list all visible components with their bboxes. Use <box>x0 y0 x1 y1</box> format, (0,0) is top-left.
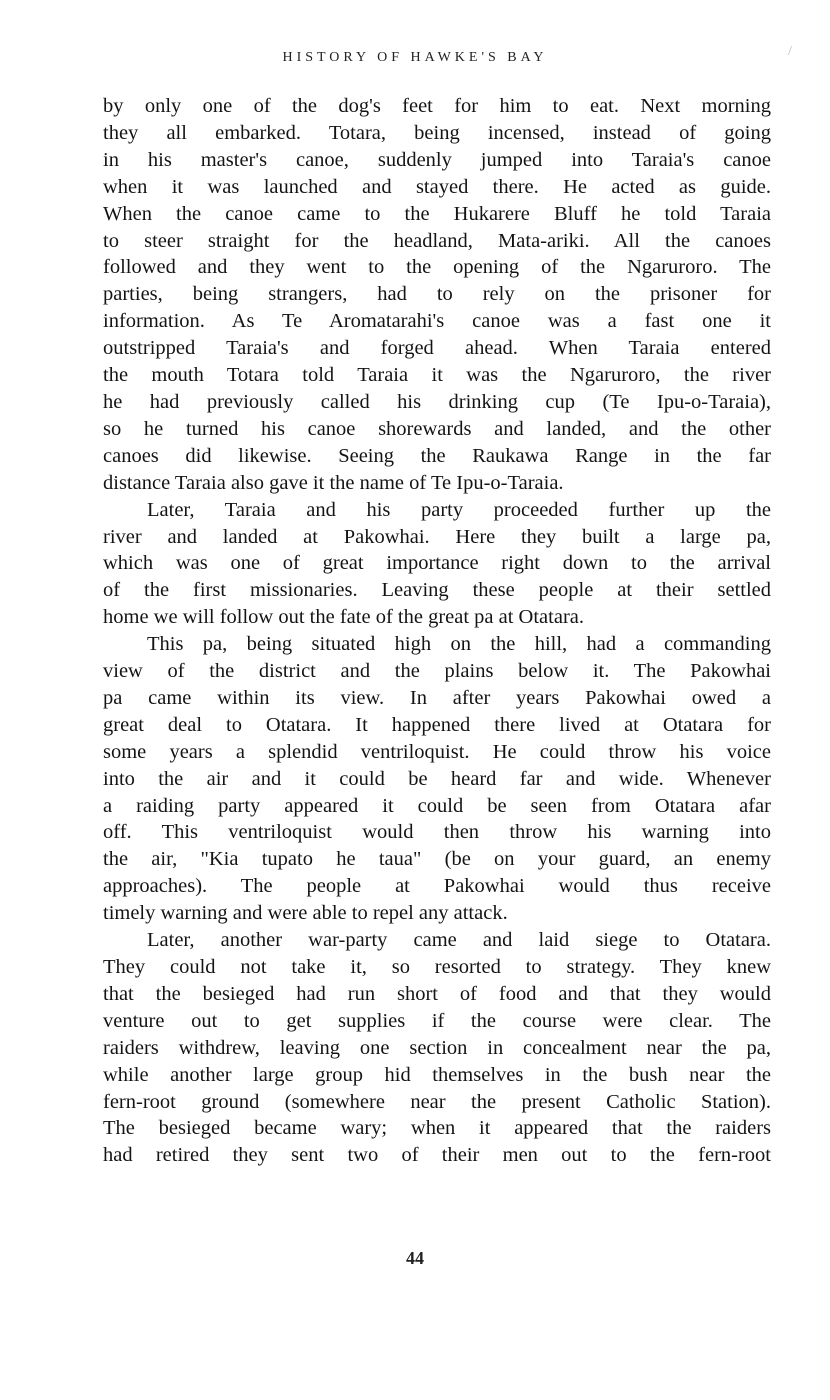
text-line: Later, Taraia and his party proceeded further up the <box>147 498 771 521</box>
text-line: view of the district and the plains below it. The Pakowhai <box>103 660 771 683</box>
text-line: This pa, being situated high on the hill, had a commanding <box>147 633 771 656</box>
text-line: had retired they sent two of their men out to the fern-root <box>103 1144 771 1167</box>
text-line: they all embarked. Totara, being incensed, instead of going <box>103 121 771 144</box>
text-line: venture out to get supplies if the course were clear. The <box>103 1009 771 1032</box>
text-line: canoes did likewise. Seeing the Raukawa Range in the far <box>103 444 771 467</box>
text-line: so he turned his canoe shorewards and landed, and the other <box>103 417 771 440</box>
text-line: approaches). The people at Pakowhai would thus receive <box>103 875 771 898</box>
body-text <box>103 93 771 1169</box>
text-line: When the canoe came to the Hukarere Bluff he told Taraia <box>103 202 771 225</box>
text-line: fern-root ground (somewhere near the present Catholic Station). <box>103 1090 771 1113</box>
margin-mark: / <box>788 44 792 59</box>
text-line: The besieged became wary; when it appeared that the raiders <box>103 1117 771 1140</box>
text-line: river and landed at Pakowhai. Here they built a large pa, <box>103 525 771 548</box>
page-number: 44 <box>406 1248 424 1268</box>
text-line: some years a splendid ventriloquist. He could throw his voice <box>103 740 771 763</box>
text-line: a raiding party appeared it could be seen from Otatara afar <box>103 794 771 817</box>
text-line: of the first missionaries. Leaving these people at their settled <box>103 579 771 602</box>
text-line: the mouth Totara told Taraia it was the Ngaruroro, the river <box>103 364 771 387</box>
text-line: into the air and it could be heard far and wide. Whenever <box>103 767 771 790</box>
text-line: Later, another war-party came and laid siege to Otatara. <box>147 929 771 952</box>
text-line: raiders withdrew, leaving one section in concealment near the pa, <box>103 1036 771 1059</box>
text-line: by only one of the dog's feet for him to eat. Next morning <box>103 95 771 117</box>
text-line: to steer straight for the headland, Mata-ariki. All the canoes <box>103 229 771 252</box>
text-line: They could not take it, so resorted to strategy. They knew <box>103 956 771 978</box>
text-line: outstripped Taraia's and forged ahead. When Taraia entered <box>103 337 771 360</box>
text-line: in his master's canoe, suddenly jumped into Taraia's canoe <box>103 148 771 171</box>
text-line: parties, being strangers, had to rely on the prisoner for <box>103 283 771 306</box>
text-line: when it was launched and stayed there. He acted as guide. <box>103 175 771 198</box>
text-line: which was one of great importance right down to the arrival <box>103 552 771 575</box>
running-head: HISTORY OF HAWKE'S BAY <box>282 50 548 65</box>
text-line: that the besieged had run short of food and that they would <box>103 982 771 1005</box>
text-line: information. As Te Aromatarahi's canoe was a fast one it <box>103 310 771 333</box>
text-line: he had previously called his drinking cup (Te Ipu-o-Taraia), <box>103 390 771 413</box>
text-line: followed and they went to the opening of the Ngaruroro. The <box>103 256 771 279</box>
text-line: off. This ventriloquist would then throw his warning into <box>103 821 771 844</box>
text-line: timely warning and were able to repel any attack. <box>103 902 508 925</box>
text-line: home we will follow out the fate of the great pa at Otatara. <box>103 606 584 629</box>
text-line: the air, "Kia tupato he taua" (be on your guard, an enemy <box>103 848 771 871</box>
text-line: while another large group hid themselves in the bush near the <box>103 1063 771 1086</box>
text-line: pa came within its view. In after years Pakowhai owed a <box>103 686 771 709</box>
text-line: great deal to Otatara. It happened there lived at Otatara for <box>103 713 771 736</box>
text-line: distance Taraia also gave it the name of Te Ipu-o-Taraia. <box>103 471 564 494</box>
